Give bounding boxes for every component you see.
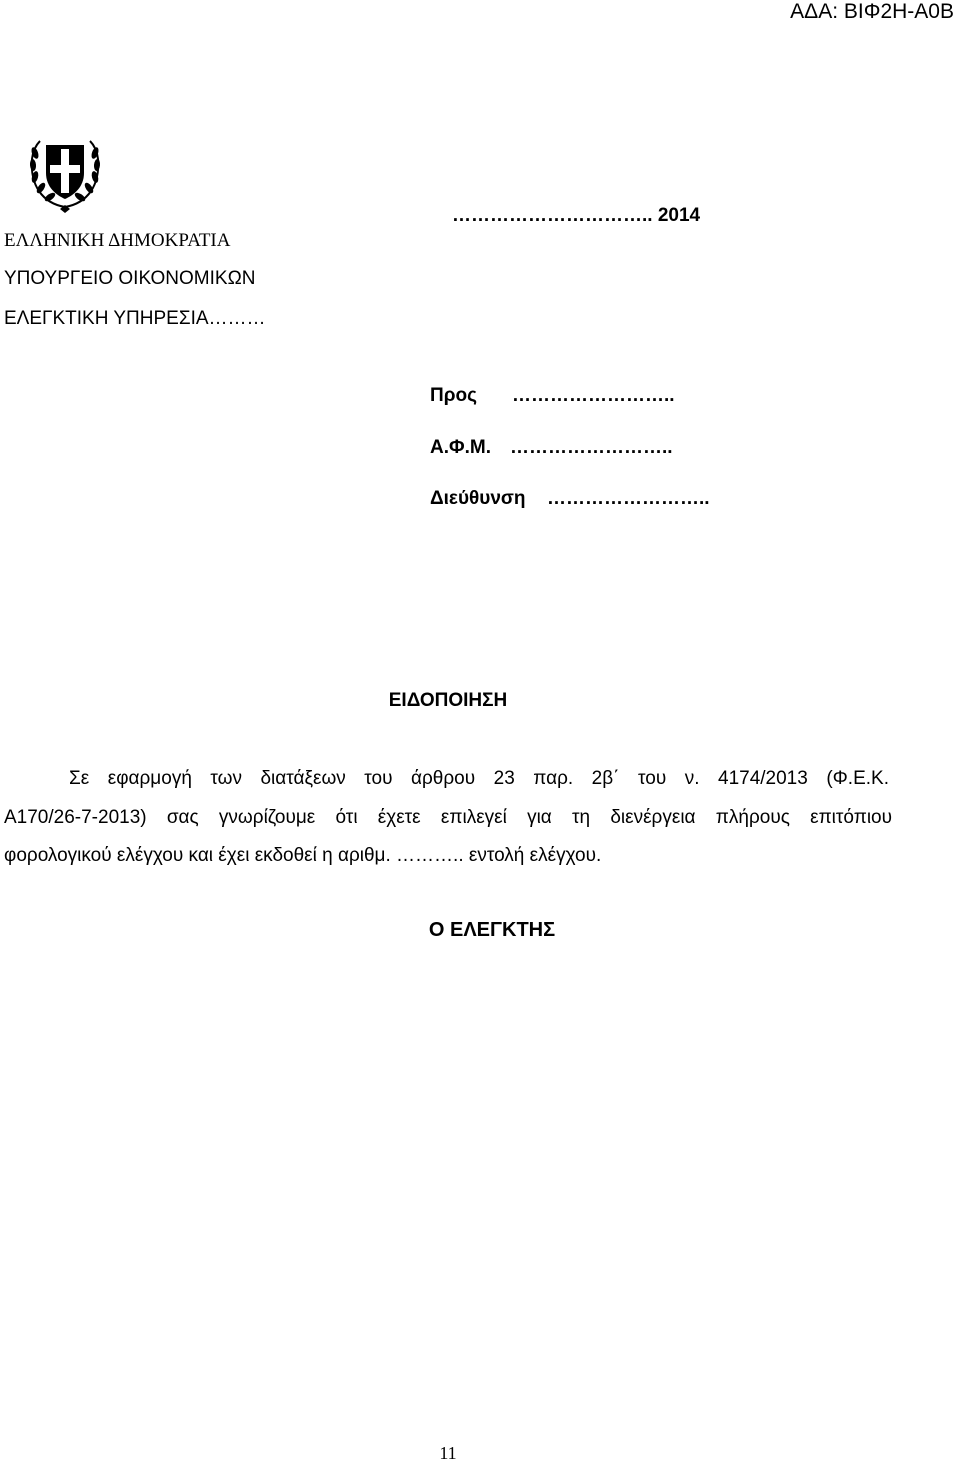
audit-service: ΕΛΕΓΚΤΙΚΗ ΥΠΗΡΕΣΙΑ……… xyxy=(4,308,266,329)
document-date: ………………………….. 2014 xyxy=(452,205,701,226)
ada-code: ΑΔΑ: ΒΙΦ2Η-Α0Β xyxy=(790,0,954,23)
recipient-label: Προς xyxy=(430,385,477,406)
afm-label: Α.Φ.Μ. xyxy=(430,437,491,458)
signer-title: Ο ΕΛΕΓΚΤΗΣ xyxy=(428,919,556,941)
page-number: 11 xyxy=(439,1443,457,1463)
address-value: …………………….. xyxy=(547,488,710,509)
notice-title: ΕΙΔΟΠΟΙΗΣΗ xyxy=(388,690,508,711)
greek-coat-of-arms-icon xyxy=(24,133,106,215)
republic-name: ΕΛΛΗΝΙΚΗ ΔΗΜΟΚΡΑΤΙΑ xyxy=(4,230,231,251)
recipient-value: …………………….. xyxy=(512,385,675,406)
address-label: Διεύθυνση xyxy=(430,488,526,509)
body-line-2: Α170/26-7-2013) σας γνωρίζουμε ότι έχετε επιλεγεί για τη διενέργεια πλήρους επιτόπιου xyxy=(4,807,892,828)
afm-value: …………………….. xyxy=(510,437,673,458)
body-line-1: Σε εφαρμογή των διατάξεων του άρθρου 23 παρ. 2β΄ του ν. 4174/2013 (Φ.Ε.Κ. xyxy=(69,768,889,789)
body-line-3: φορολογικού ελέγχου και έχει εκδοθεί η αριθμ. ……….. εντολή ελέγχου. xyxy=(4,845,602,866)
ministry-name: ΥΠΟΥΡΓΕΙΟ ΟΙΚΟΝΟΜΙΚΩΝ xyxy=(4,268,256,289)
